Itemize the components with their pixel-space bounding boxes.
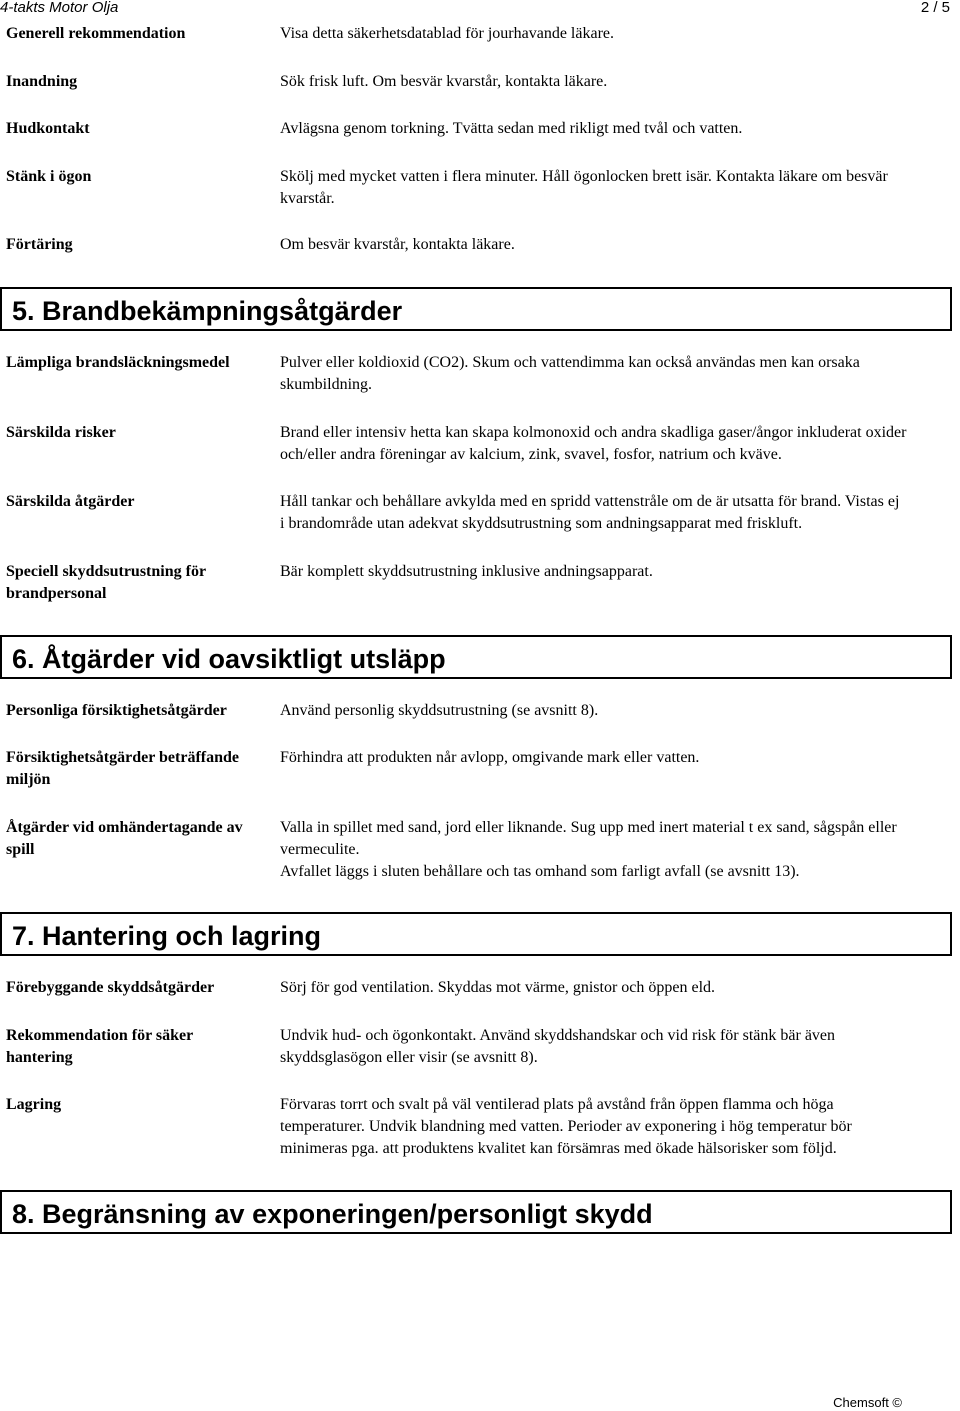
text-line: Bär komplett skyddsutrustning inklusive andningsapparat.: [280, 563, 653, 580]
row-label-personliga-forsiktighetsatgarder: Personliga försiktighetsåtgärder: [6, 702, 227, 719]
row-value-skyddsutrustning-brandpersonal: [280, 561, 960, 583]
section-title: 7. Hantering och lagring: [12, 921, 322, 951]
row-label-lagring: Lagring: [6, 1096, 62, 1113]
footer-copyright: Chemsoft ©: [833, 1395, 902, 1410]
section-header-6: [0, 635, 952, 679]
row-value-omhandertagande-av-spill: [280, 817, 960, 883]
row-value-hudkontakt: [280, 118, 960, 140]
row-label-forsiktighetsatgarder-miljon: Försiktighetsåtgärder beträffande miljön: [6, 749, 239, 788]
text-line: kvarstår.: [280, 190, 335, 207]
row-value-forsiktighetsatgarder-miljon: [280, 747, 960, 769]
row-label-generell-rekommendation: Generell rekommendation: [6, 25, 186, 42]
document-title: 4-takts Motor Olja: [0, 0, 119, 16]
row-value-brandslackningsmedel: [280, 352, 960, 396]
text-line: vermeculite.: [280, 841, 360, 858]
text-line: Använd personlig skyddsutrustning (se avsnitt 8).: [280, 702, 599, 719]
row-label-stank-i-ogon: Stänk i ögon: [6, 168, 92, 185]
text-line: Visa detta säkerhetsdatablad för jourhavande läkare.: [280, 25, 614, 42]
text-line: Undvik hud- och ögonkontakt. Använd skyddshandskar och vid risk för stänk bär även: [280, 1027, 836, 1044]
text-line: Avfallet läggs i sluten behållare och tas omhand som farligt avfall (se avsnitt 13).: [280, 863, 800, 880]
text-line: i brandområde utan adekvat skyddsutrustning som andningsapparat med friskluft.: [280, 515, 803, 532]
row-label-forebyggande-skyddsatgarder: Förebyggande skyddsåtgärder: [6, 979, 215, 996]
row-label-saker-hantering: Rekommendation för säker hantering: [6, 1027, 193, 1066]
row-value-stank-i-ogon: [280, 166, 960, 210]
row-value-inandning: [280, 71, 960, 93]
text-line: temperaturer. Undvik blandning med vatten. Perioder av exponering i hög temperatur bör: [280, 1118, 852, 1135]
row-value-generell-rekommendation: [280, 23, 960, 45]
row-value-saker-hantering: [280, 1025, 960, 1069]
text-line: Valla in spillet med sand, jord eller liknande. Sug upp med inert material t ex sand, sågspån eller: [280, 819, 897, 836]
section-title: 6. Åtgärder vid oavsiktligt utsläpp: [12, 644, 446, 674]
row-label-hudkontakt: Hudkontakt: [6, 120, 90, 137]
text-line: Håll tankar och behållare avkylda med en spridd vattenstråle om de är utsatta för brand. Vistas ej: [280, 493, 900, 510]
text-line: Sörj för god ventilation. Skyddas mot värme, gnistor och öppen eld.: [280, 979, 716, 996]
text-line: Om besvär kvarstår, kontakta läkare.: [280, 236, 515, 253]
row-value-forebyggande-skyddsatgarder: [280, 977, 960, 999]
text-line: Pulver eller koldioxid (CO2). Skum och vattendimma kan också användas men kan orsaka: [280, 354, 860, 371]
text-line: Brand eller intensiv hetta kan skapa kolmonoxid och andra skadliga gaser/ångor inkluderat oxider: [280, 424, 907, 441]
row-label-sarskilda-risker: Särskilda risker: [6, 424, 116, 441]
row-value-fortaring: [280, 234, 960, 256]
row-value-lagring: [280, 1094, 960, 1160]
text-line: skyddsglasögon eller visir (se avsnitt 8).: [280, 1049, 538, 1066]
section-title: 5. Brandbekämpningsåtgärder: [12, 296, 403, 326]
row-value-sarskilda-risker: [280, 422, 960, 466]
row-label-fortaring: Förtäring: [6, 236, 73, 253]
row-label-skyddsutrustning-brandpersonal: Speciell skyddsutrustning för brandpersonal: [6, 563, 206, 602]
row-value-sarskilda-atgarder: [280, 491, 960, 535]
page-number: 2 / 5: [920, 0, 950, 16]
text-line: skumbildning.: [280, 376, 373, 393]
section-header-7: [0, 912, 952, 956]
text-line: Sök frisk luft. Om besvär kvarstår, kontakta läkare.: [280, 73, 608, 90]
text-line: minimeras pga. att produktens kvalitet kan försämras med ökade hälsorisker som följd.: [280, 1140, 837, 1157]
section-header-5: [0, 287, 952, 331]
text-line: Förvaras torrt och svalt på väl ventilerad plats på avstånd från öppen flamma och höga: [280, 1096, 834, 1113]
row-label-omhandertagande-av-spill: Åtgärder vid omhändertagande av spill: [6, 819, 243, 858]
section-header-8: [0, 1190, 952, 1234]
row-label-inandning: Inandning: [6, 73, 78, 90]
row-label-brandslackningsmedel: Lämpliga brandsläckningsmedel: [6, 354, 230, 371]
text-line: Avlägsna genom torkning. Tvätta sedan med rikligt med tvål och vatten.: [280, 120, 743, 137]
text-line: Förhindra att produkten når avlopp, omgivande mark eller vatten.: [280, 749, 700, 766]
row-value-personliga-forsiktighetsatgarder: [280, 700, 960, 722]
section-title: 8. Begränsning av exponeringen/personligt skydd: [12, 1199, 653, 1229]
row-label-sarskilda-atgarder: Särskilda åtgärder: [6, 493, 135, 510]
text-line: och/eller andra föreningar av kalcium, zink, svavel, fosfor, natrium och kväve.: [280, 446, 782, 463]
text-line: Skölj med mycket vatten i flera minuter. Håll ögonlocken brett isär. Kontakta läkare om besvär: [280, 168, 888, 185]
